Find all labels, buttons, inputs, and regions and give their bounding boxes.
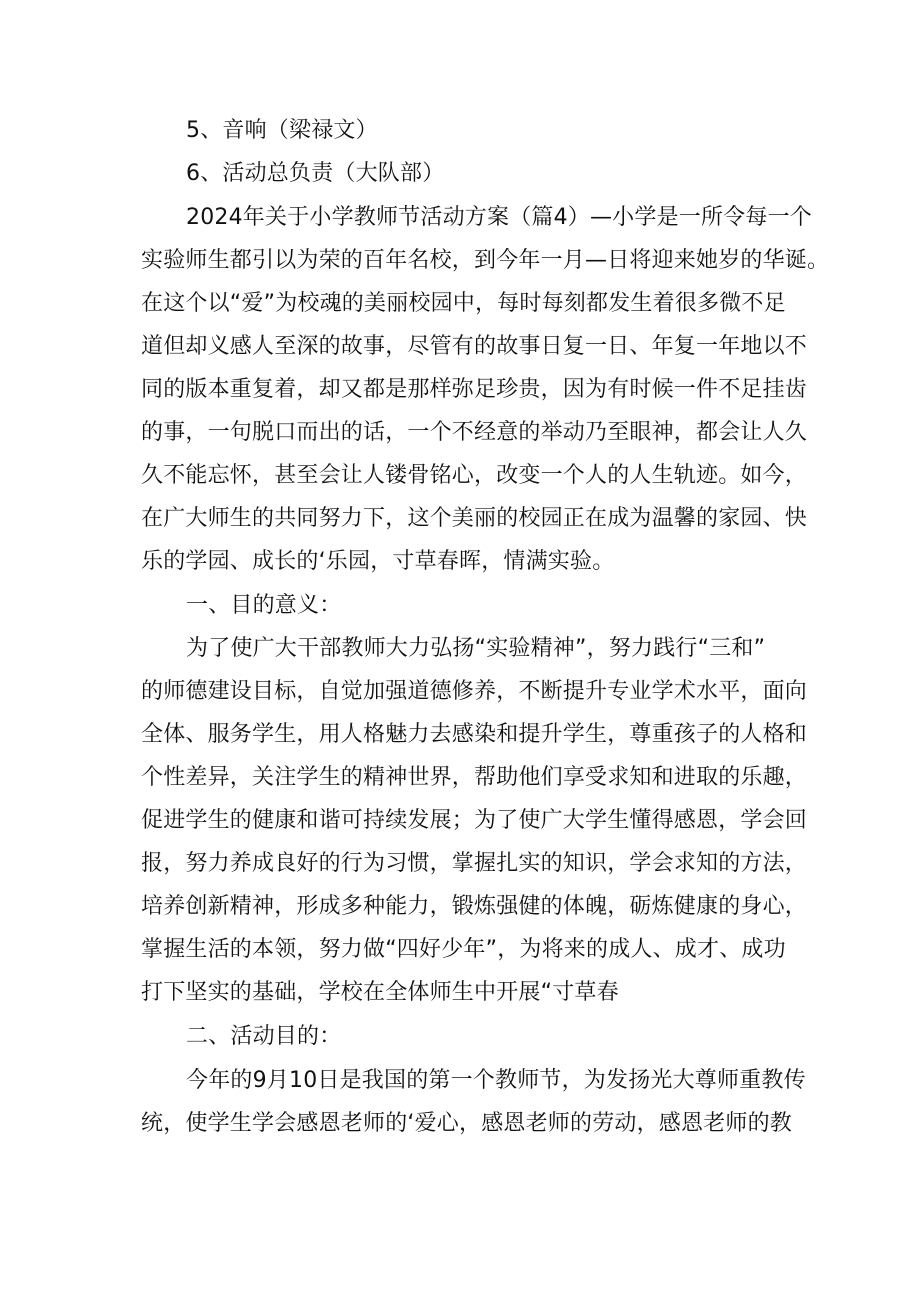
paragraph-line: 的师德建设目标，自觉加强道德修养，不断提升专业学术水平，面向 [141, 679, 808, 704]
paragraph-line: 掌握生活的本领，努力做“四好少年”，为将来的成人、成才、成功 [141, 937, 786, 962]
paragraph-line: 乐的学园、成长的‘乐园，寸草春晖，情满实验。 [141, 549, 615, 574]
paragraph-line: 的事，一句脱口而出的话，一个不经意的举动乃至眼神，都会让人久 [141, 420, 808, 445]
paragraph-line: 在这个以“爱”为校魂的美丽校园中，每时每刻都发生着很多微不足 [141, 291, 786, 316]
paragraph-line: 个性差异，关注学生的精神世界，帮助他们享受求知和进取的乐趣， [141, 765, 808, 790]
paragraph-line: 全体、服务学生，用人格魅力去感染和提升学生，尊重孩子的人格和 [141, 722, 808, 747]
paragraph-line: 久不能忘怀，甚至会让人镂骨铭心，改变一个人的人生轨迹。如今， [141, 463, 808, 488]
paragraph-line: 同的版本重复着，却又都是那样弥足珍贵，因为有时候一件不足挂齿 [141, 377, 808, 402]
paragraph-line: 统，使学生学会感恩老师的‘爱心，感恩老师的劳动，感恩老师的教 [141, 1111, 792, 1136]
paragraph-line: 报，努力养成良好的行为习惯，掌握扎实的知识，学会求知的方法， [141, 851, 808, 876]
list-item-sound: 5、音响（梁禄文） [186, 118, 378, 143]
paragraph-line: 道但却义感人至深的故事，尽管有的故事日复一日、年复一年地以不 [141, 334, 808, 359]
paragraph-line: 今年的9月10日是我国的第一个教师节，为发扬光大尊师重教传 [186, 1068, 806, 1093]
paragraph-line: 促进学生的健康和谐可持续发展；为了使广大学生懂得感恩，学会回 [141, 808, 808, 833]
paragraph-line: 在广大师生的共同努力下，这个美丽的校园正在成为温馨的家园、快 [141, 506, 808, 531]
paragraph-line: 2024年关于小学教师节活动方案（篇4）—小学是一所令每一个 [186, 205, 812, 230]
list-item-overall-lead: 6、活动总负责（大队部） [186, 161, 445, 186]
section-heading-activity-goal: 二、活动目的： [186, 1024, 342, 1049]
paragraph-line: 实验师生都引以为荣的百年名校，到今年一月—日将迎来她岁的华诞。 [141, 248, 830, 273]
section-heading-purpose: 一、目的意义： [186, 593, 342, 618]
paragraph-line: 培养创新精神，形成多种能力，锻炼强健的体魄，砺炼健康的身心， [141, 894, 808, 919]
paragraph-line: 打下坚实的基础，学校在全体师生中开展“寸草春 [141, 980, 619, 1005]
paragraph-line: 为了使广大干部教师大力弘扬“实验精神”，努力践行“三和” [186, 636, 766, 661]
